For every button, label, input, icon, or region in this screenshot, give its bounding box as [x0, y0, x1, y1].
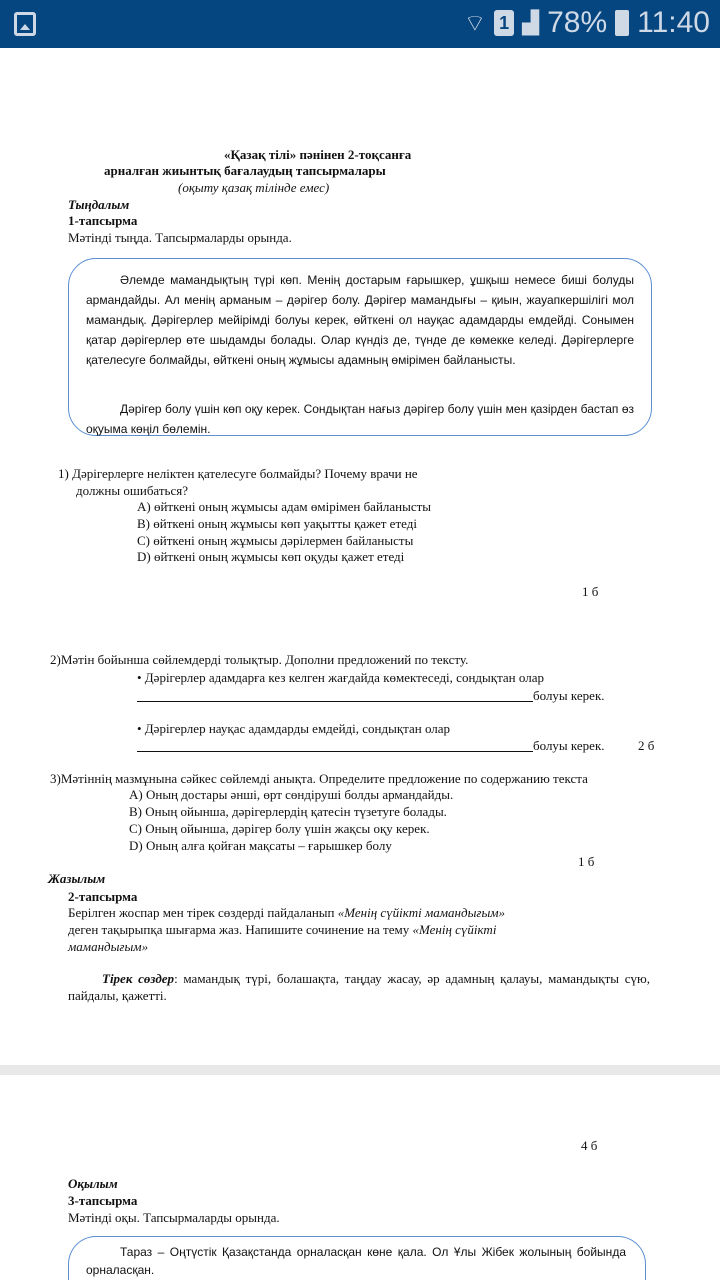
gallery-icon	[14, 12, 36, 36]
sim-icon: 1	[494, 10, 514, 36]
task-text	[68, 904, 505, 921]
clock: 11:40	[637, 6, 710, 39]
text-paragraph: Тараз – Оңтүстік Қазақстанда орналасқан көне қала. Ол Ұлы Жібек жолының бойында орналасқан.	[86, 1245, 626, 1277]
task-heading: 3-тапсырма	[68, 1193, 138, 1208]
text-paragraph: Дәрігер болу үшін көп оқу керек. Сондықтан нағыз дәрігер болу үшін мен қазірден бастап өз оқуыма көңіл бөлемін.	[86, 402, 634, 436]
section-heading: Тыңдалым	[68, 197, 130, 212]
essay-topic: мамандығым»	[68, 939, 149, 954]
option: A) өйткені оның жұмысы адам өмірімен байланысты	[137, 499, 432, 514]
task-instruction: Мәтінді тыңда. Тапсырмаларды орында.	[68, 230, 292, 245]
task-text-part: деген тақырыпқа шығарма жаз. Напишите сочинение на тему	[68, 922, 413, 937]
task-text	[68, 921, 496, 938]
battery-percent: 78%	[547, 6, 608, 39]
score: 4 б	[581, 1138, 598, 1153]
score: 2 б	[638, 738, 655, 753]
essay-topic: «Менің сүйікті	[412, 922, 497, 937]
bullet-sentence: • Дәрігерлер науқас адамдарды емдейді, сондықтан олар	[137, 721, 451, 736]
document-page-1[interactable]	[0, 48, 720, 1065]
battery-icon	[615, 10, 629, 36]
option: C) Оның ойынша, дәрігер болу үшін жақсы оқу керек.	[129, 821, 430, 836]
question-1-cont: должны ошибаться?	[76, 483, 188, 498]
score: 1 б	[582, 584, 599, 599]
option: B) Оның ойынша, дәрігерлердің қатесін түзетуге болады.	[129, 804, 447, 819]
status-bar	[0, 0, 720, 48]
essay-topic: «Менің сүйікті мамандығым»	[337, 905, 506, 920]
title-line-2: арналған жиынтық бағалаудың тапсырмалары	[104, 163, 386, 178]
option: B) өйткені оның жұмысы көп уақытты қажет етеді	[137, 516, 417, 531]
sentence-end: болуы керек.	[533, 688, 605, 703]
task-instruction: Мәтінді оқы. Тапсырмаларды орында.	[68, 1210, 280, 1225]
section-heading: Оқылым	[68, 1176, 118, 1191]
wifi-icon: ⌔	[463, 10, 487, 37]
document-page-2[interactable]	[0, 1075, 720, 1280]
signal-icon: ▟	[522, 10, 540, 35]
question-2: 2)Мәтін бойынша сөйлемдерді толықтыр. Дополни предложений по тексту.	[50, 652, 469, 667]
score: 1 б	[578, 854, 595, 869]
answer-blank[interactable]	[137, 751, 533, 752]
question-1: 1) Дәрігерлерге неліктен қателесуге болмайды? Почему врачи не	[58, 466, 418, 481]
title-line-1: «Қазақ тілі» пәнінен 2-тоқсанға	[224, 147, 412, 162]
task-heading: 2-тапсырма	[68, 889, 138, 904]
option: A) Оның достары әнші, өрт сөндіруші болды армандайды.	[129, 787, 454, 802]
question-3: 3)Мәтіннің мазмұнына сәйкес сөйлемді анықта. Определите предложение по содержанию текста	[50, 771, 588, 786]
option: D) Оның алға қойған мақсаты – ғарышкер болу	[129, 838, 392, 853]
answer-blank[interactable]	[137, 701, 533, 702]
bullet-sentence: • Дәрігерлер адамдарға кез келген жағдайда көмектеседі, сондықтан олар	[137, 670, 544, 685]
task-text-part: Берілген жоспар мен тірек сөздерді пайдаланып	[68, 905, 338, 920]
keywords-list: : мамандық түрі, болашақта, таңдау жасау, әр адамның қалауы, мамандықты сүю, пайдалы, қажетті.	[68, 971, 650, 1003]
subtitle: (оқыту қазақ тілінде емес)	[178, 180, 330, 195]
sentence-end: болуы керек.	[533, 738, 605, 753]
keywords	[68, 970, 650, 1004]
option: C) өйткені оның жұмысы дәрілермен байланысты	[137, 533, 414, 548]
keywords-label: Тірек сөздер	[102, 971, 175, 986]
section-heading: Жазылым	[48, 871, 106, 886]
task-heading: 1-тапсырма	[68, 213, 138, 228]
text-paragraph: Әлемде мамандықтың түрі көп. Менің достарым ғарышкер, ұшқыш немесе биші болуды армандайды. Ал менің арманым – дәрігер болу. Дәрігер мамандығы – қиын, жауапкершілігі мол мамандық. Дәрігерлер мейірімді болуы керек, өйткені ол науқас адамдарды емдейді. Сонымен қатар дәрігерлер өте шыдамды болады. Олар күндіз де, түнде де көмекке келеді. Дәрігерлерге қателесуге болмайды, өйткені оның жұмысы адамның өмірімен байланысты.	[86, 273, 634, 367]
option: D) өйткені оның жұмысы көп оқуды қажет етеді	[137, 549, 405, 564]
